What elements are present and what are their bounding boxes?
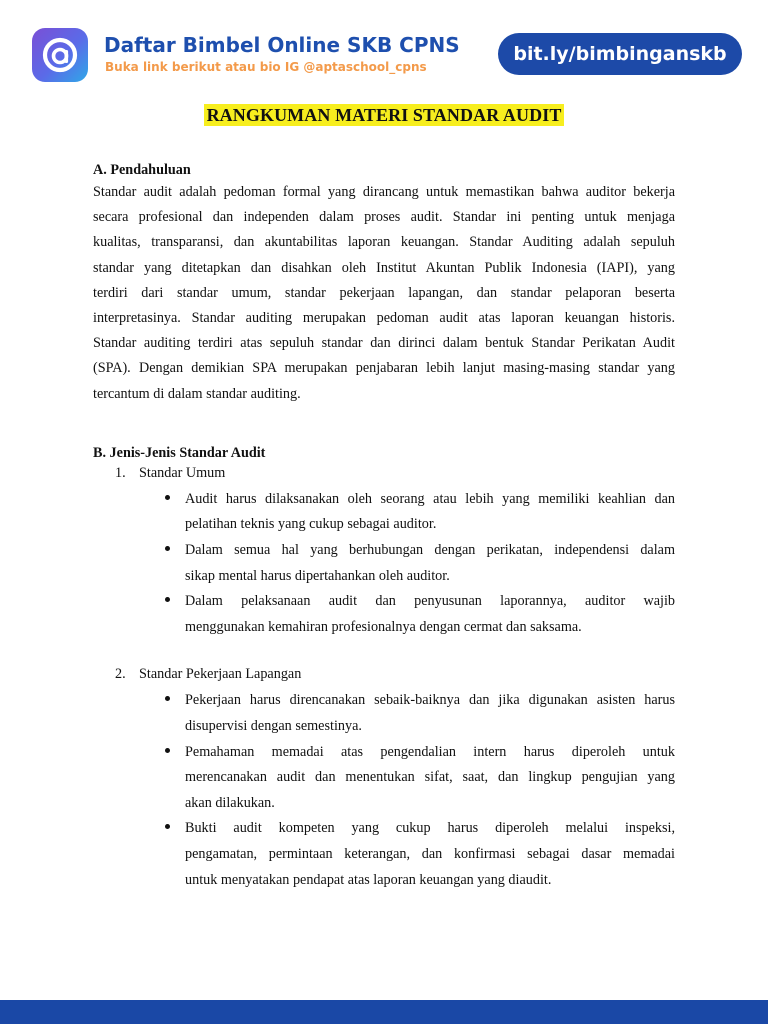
paragraph-line: secara profesional dan independen dalam proses audit. Standar ini penting untuk menjaga xyxy=(93,209,675,226)
promo-subtitle: Buka link berikut atau bio IG @aptaschool_cpns xyxy=(105,60,427,74)
bullet-line: pelatihan teknis yang cukup sebagai auditor. xyxy=(185,516,437,533)
promo-header xyxy=(0,0,768,90)
paragraph-line: interpretasinya. Standar auditing merupakan pedoman audit atas laporan keuangan historis. xyxy=(93,310,675,327)
paragraph-line: standar yang ditetapkan dan disahkan oleh Institut Akuntan Publik Indonesia (IAPI), yang xyxy=(93,259,675,276)
item-label: Standar Pekerjaan Lapangan xyxy=(139,666,302,683)
bullet-line: Dalam pelaksanaan audit dan penyusunan laporannya, auditor wajib xyxy=(185,593,675,610)
bullet-dot-icon xyxy=(165,824,170,829)
bullet-dot-icon xyxy=(165,597,170,602)
section-a-heading: A. Pendahuluan xyxy=(93,162,191,178)
paragraph-line: Standar auditing terdiri atas sepuluh standar dan dirinci dalam bentuk Standar Perikatan Audit xyxy=(93,335,675,352)
document-title-row xyxy=(0,104,768,126)
section-a-paragraph xyxy=(93,180,675,407)
item-number: 1. xyxy=(115,464,126,481)
bullet-dot-icon xyxy=(165,696,170,701)
bullet-dot-icon xyxy=(165,546,170,551)
bullet-line: Pekerjaan harus direncanakan sebaik-baiknya dan jika digunakan asisten harus xyxy=(185,692,675,709)
bullet-item xyxy=(93,487,675,538)
bullet-line: menggunakan kemahiran profesionalnya dengan cermat dan saksama. xyxy=(185,618,582,635)
footer-bar xyxy=(0,1000,768,1024)
paragraph-line: terdiri dari standar umum, standar pekerjaan lapangan, dan standar pelaporan beserta xyxy=(93,284,675,301)
paragraph-line: (SPA). Dengan demikian SPA merupakan penjabaran lebih lanjut masing-masing standar yang xyxy=(93,360,675,377)
bullet-list xyxy=(93,487,675,641)
bullet-line: pengamatan, permintaan keterangan, dan konfirmasi sebagai dasar memadai xyxy=(185,845,675,862)
bullet-dot-icon xyxy=(165,748,170,753)
bullet-item xyxy=(93,589,675,640)
standards-list xyxy=(93,463,675,893)
bullet-line: Pemahaman memadai atas pengendalian intern harus diperoleh untuk xyxy=(185,743,675,760)
paragraph-line: Standar audit adalah pedoman formal yang dirancang untuk memastikan bahwa auditor bekerja xyxy=(93,184,675,200)
promo-title: Daftar Bimbel Online SKB CPNS xyxy=(104,33,460,57)
item-label: Standar Umum xyxy=(139,464,226,481)
paragraph-line: tercantum di dalam standar auditing. xyxy=(93,385,301,402)
bullet-dot-icon xyxy=(165,495,170,500)
bullet-line: untuk menyatakan pendapat atas laporan keuangan yang diaudit. xyxy=(185,871,552,888)
document-body xyxy=(93,160,675,893)
section-b-heading: B. Jenis-Jenis Standar Audit xyxy=(93,444,266,461)
bullet-line: Dalam semua hal yang berhubungan dengan perikatan, independensi dalam xyxy=(185,542,675,559)
bullet-list xyxy=(93,688,675,893)
standard-item xyxy=(93,664,675,684)
bullet-line: merencanakan audit dan menentukan sifat, saat, dan lingkup pengujian yang xyxy=(185,769,675,786)
bullet-item xyxy=(93,816,675,893)
apta-logo-icon[interactable] xyxy=(32,28,88,82)
paragraph-line: kualitas, transparansi, dan akuntabilitas laporan keuangan. Standar Auditing adalah sepuluh xyxy=(93,234,675,251)
bullet-line: Audit harus dilaksanakan oleh seorang atau lebih yang memiliki keahlian dan xyxy=(185,490,675,507)
bullet-line: disupervisi dengan semestinya. xyxy=(185,717,362,734)
bullet-line: sikap mental harus dipertahankan oleh auditor. xyxy=(185,567,450,584)
bullet-line: akan dilakukan. xyxy=(185,794,275,811)
document-title: RANGKUMAN MATERI STANDAR AUDIT xyxy=(204,104,565,126)
standard-item xyxy=(93,463,675,483)
item-number: 2. xyxy=(115,666,126,683)
bullet-item xyxy=(93,740,675,817)
bullet-item xyxy=(93,538,675,589)
bullet-item xyxy=(93,688,675,739)
bullet-line: Bukti audit kompeten yang cukup harus diperoleh melalui inspeksi, xyxy=(185,820,675,837)
signup-link-button[interactable]: bit.ly/bimbinganskb xyxy=(498,33,742,75)
